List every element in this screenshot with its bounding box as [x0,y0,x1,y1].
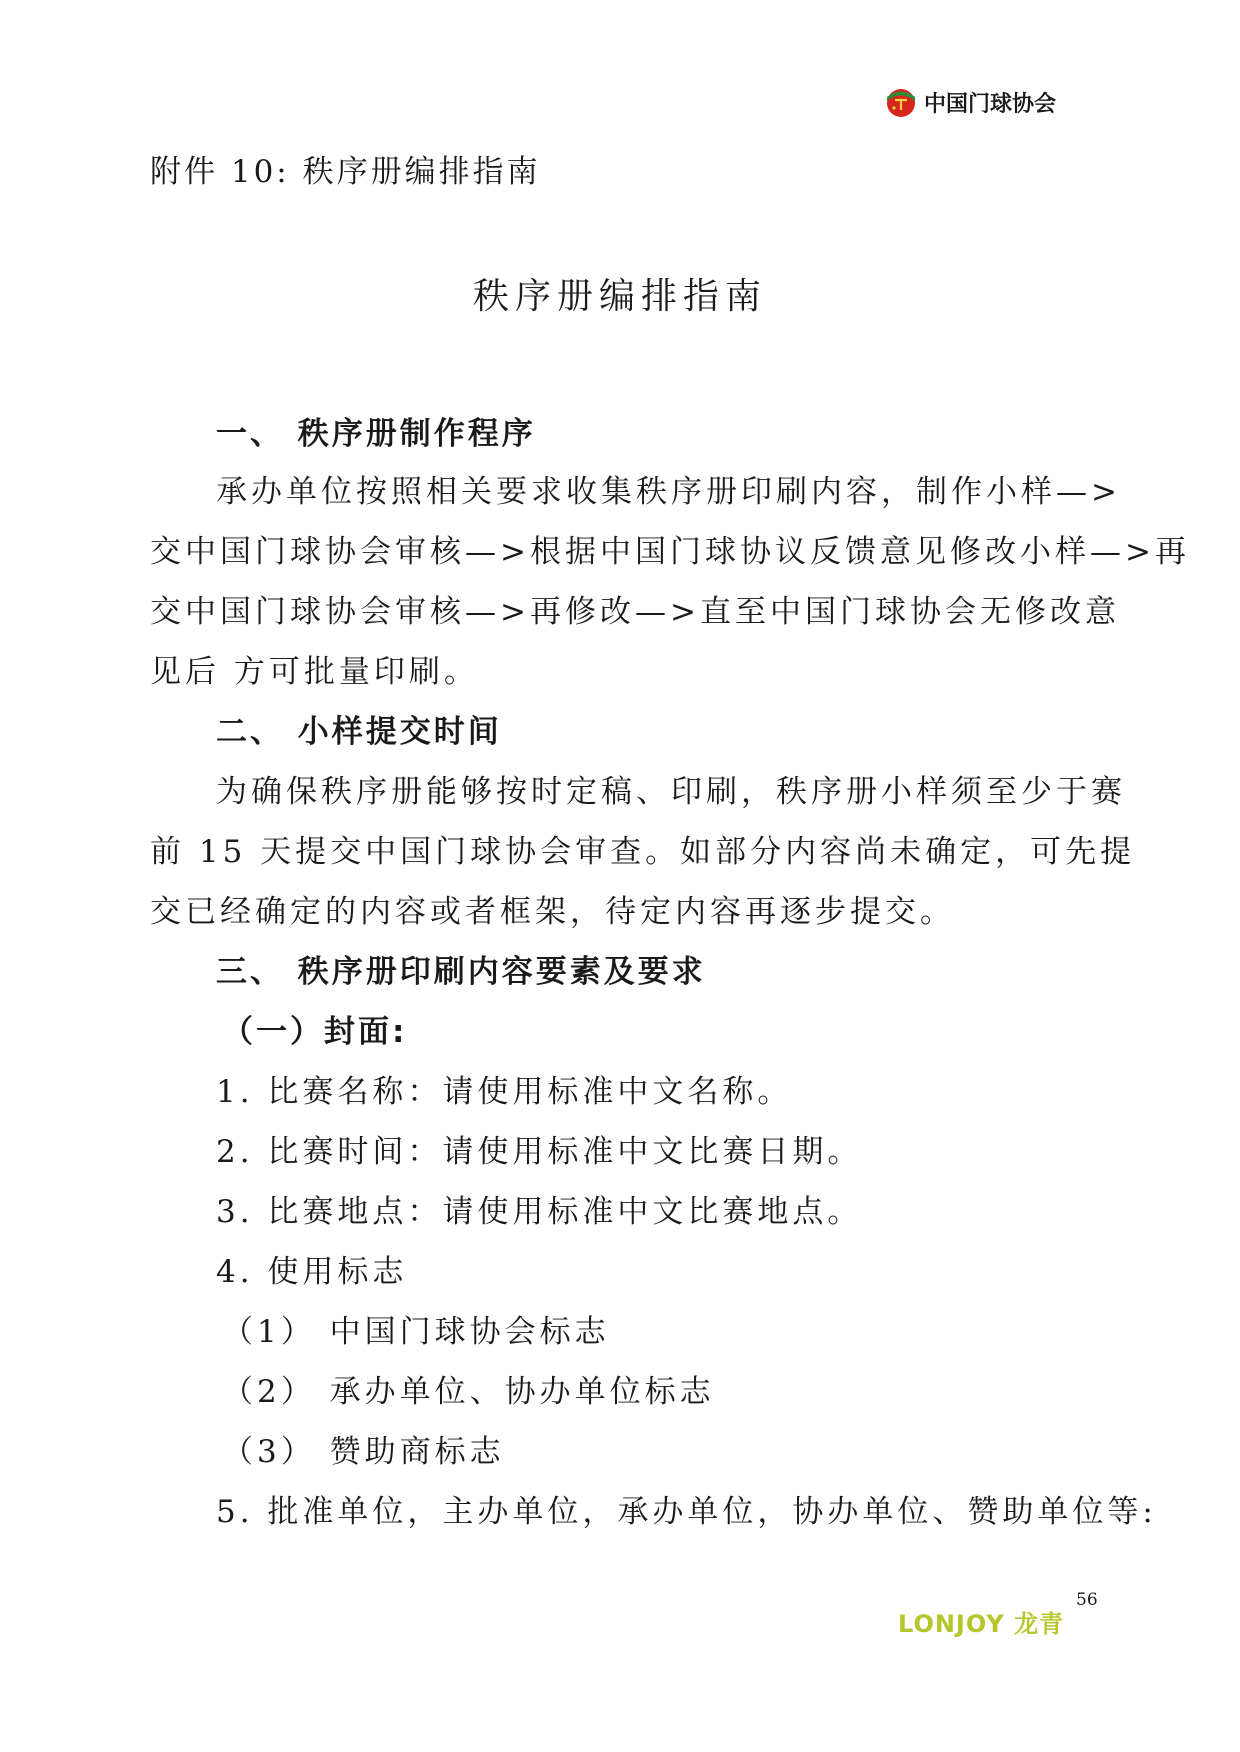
list-item: 1. 比赛名称：请使用标准中文名称。 [216,1074,793,1110]
footer-brand-logo: LONJOY 龙青 [898,1610,1065,1638]
association-emblem-icon [884,86,918,118]
paragraph-line: 交中国门球协会审核—>根据中国门球协议反馈意见修改小样—>再 [150,534,1190,570]
list-item: （1） 中国门球协会标志 [222,1314,610,1350]
list-item: 3. 比赛地点：请使用标准中文比赛地点。 [216,1194,863,1230]
list-item: 2. 比赛时间：请使用标准中文比赛日期。 [216,1134,863,1170]
attachment-label: 附件 10: 秩序册编排指南 [150,154,541,190]
list-item: （3） 赞助商标志 [222,1434,505,1470]
list-item: 5. 批准单位，主办单位，承办单位，协办单位、赞助单位等: [216,1494,1157,1530]
section-heading-3: 三、 秩序册印刷内容要素及要求 [216,954,706,990]
org-name: 中国门球协会 [924,91,1057,117]
paragraph-line: 交已经确定的内容或者框架，待定内容再逐步提交。 [150,894,955,930]
section-heading-1: 一、 秩序册制作程序 [216,416,536,452]
list-item: 4. 使用标志 [216,1254,408,1290]
header-logo [884,86,1056,118]
paragraph-line: 交中国门球协会审核—>再修改—>直至中国门球协会无修改意 [150,594,1120,630]
paragraph-line: 承办单位按照相关要求收集秩序册印刷内容，制作小样—> [216,474,1121,510]
paragraph-line: 为确保秩序册能够按时定稿、印刷，秩序册小样须至少于赛 [216,774,1126,810]
paragraph-line: 前 15 天提交中国门球协会审查。如部分内容尚未确定，可先提 [150,834,1136,870]
list-item: （2） 承办单位、协办单位标志 [222,1374,715,1410]
page-title: 秩序册编排指南 [472,276,767,317]
sub-heading-cover: （一）封面: [222,1014,408,1050]
section-heading-2: 二、 小样提交时间 [216,714,502,750]
page-number: 56 [1076,1590,1098,1610]
paragraph-line: 见后 方可批量印刷。 [150,654,479,690]
